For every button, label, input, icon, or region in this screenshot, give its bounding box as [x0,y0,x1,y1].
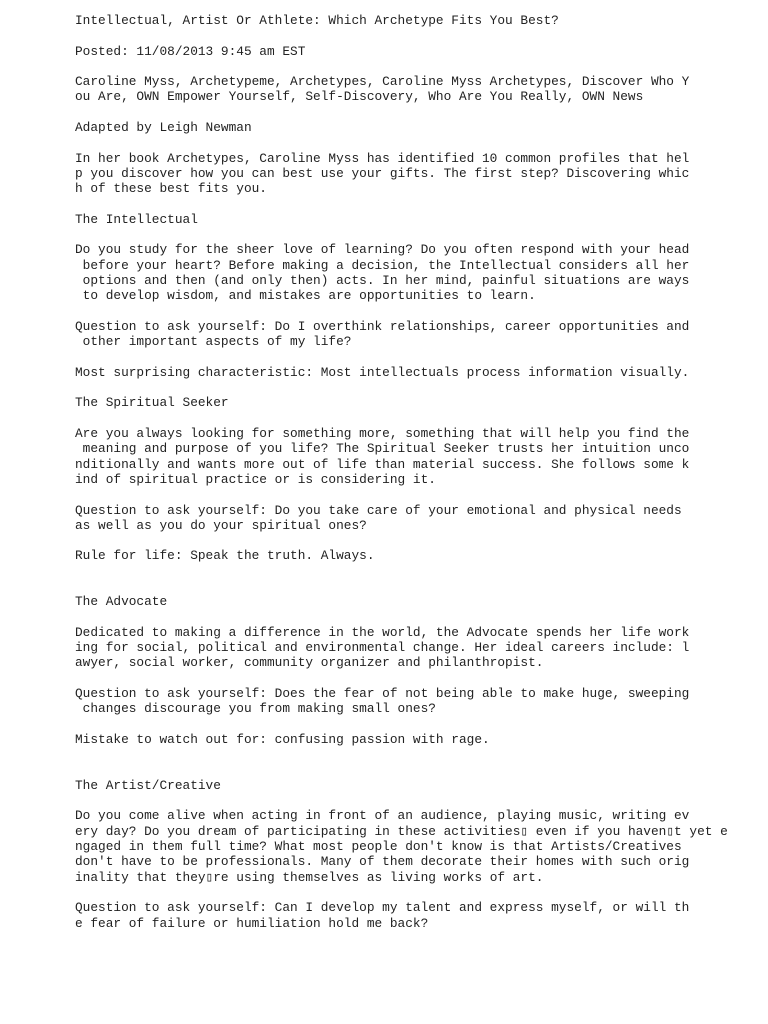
section-question-intellectual: Question to ask yourself: Do I overthink relationships, career opportunities and other important aspects of my life? [75,318,690,350]
section-body-advocate: Dedicated to making a difference in the world, the Advocate spends her life work ing for social, political and environmental change. Her ideal careers include: l awyer, social worker, community organizer and philanthropist. [75,624,690,671]
posted-date: Posted: 11/08/2013 9:45 am EST [75,43,306,59]
article-title: Intellectual, Artist Or Athlete: Which Archetype Fits You Best? [75,13,559,28]
section-question-artist: Question to ask yourself: Can I develop my talent and express myself, or will th e fear of failure or humiliation hold me back? [75,900,690,931]
section-note-advocate: Mistake to watch out for: confusing passion with rage. [75,731,490,747]
section-body-intellectual: Do you study for the sheer love of learning? Do you often respond with your head before your heart? Before making a decision, the Intellectual considers all her options and then (and only then) acts. In her mind, painful situations are ways to develop wisdom, and mistakes are opportunities to learn. [75,242,690,304]
section-heading-advocate: The Advocate [75,594,168,610]
section-body-artist: Do you come alive when acting in front of an audience, playing music, writing ev ery day? Do you dream of participating in these activities▯ even if you haven▯t yet e ngaged in them full time? What most people don't know is that Artists/Creatives don't have to be professionals. Many of them decorate their homes with such orig inality that they▯re using themselves as living works of art. [75,808,728,885]
section-question-advocate: Question to ask yourself: Does the fear of not being able to make huge, sweeping changes discourage you from making small ones? [75,686,690,717]
section-heading-spiritual: The Spiritual Seeker [75,395,229,411]
section-note-intellectual: Most surprising characteristic: Most intellectuals process information visually. [75,364,690,380]
section-question-spiritual: Question to ask yourself: Do you take care of your emotional and physical needs as well as you do your spiritual ones? [75,502,682,533]
section-heading-artist: The Artist/Creative [75,777,221,793]
document-page [75,13,755,946]
article-tags: Caroline Myss, Archetypeme, Archetypes, Caroline Myss Archetypes, Discover Who Y ou Are, OWN Empower Yourself, Self-Discovery, Who Are You Really, OWN News [75,74,690,105]
intro-paragraph: In her book Archetypes, Caroline Myss has identified 10 common profiles that hel p you discover how you can best use your gifts. The first step? Discovering whic h of these best fits you. [75,150,690,197]
section-body-spiritual: Are you always looking for something more, something that will help you find the meaning and purpose of you life? The Spiritual Seeker trusts her intuition unco nditionally and wants more out of life than material success. She follows some k ind of spiritual practice or is considering it. [75,426,690,487]
byline: Adapted by Leigh Newman [75,120,252,136]
section-note-spiritual: Rule for life: Speak the truth. Always. [75,548,375,564]
section-heading-intellectual: The Intellectual [75,211,198,227]
